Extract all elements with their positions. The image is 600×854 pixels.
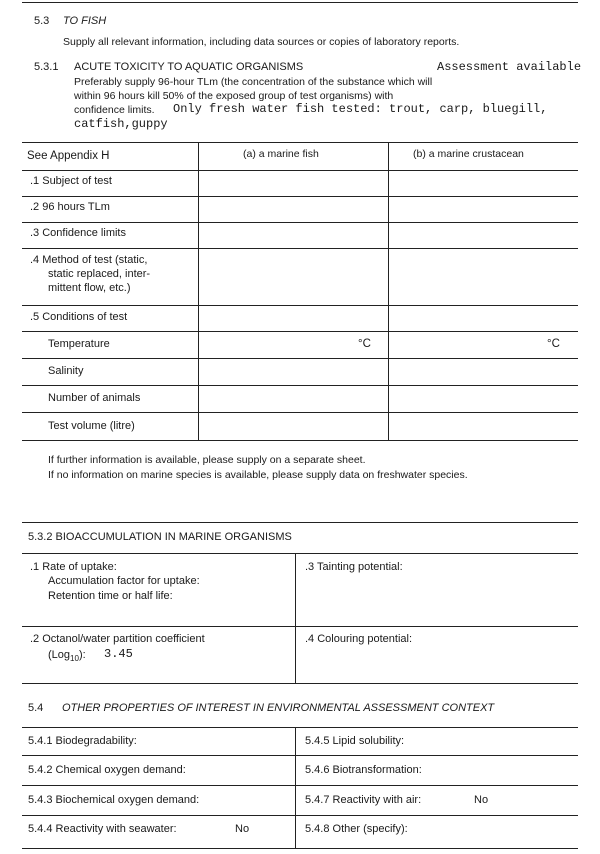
- row-subject-of-test: .1 Subject of test: [30, 175, 112, 187]
- accumulation-factor: Accumulation factor for uptake:: [48, 575, 200, 587]
- section-5-3-1-line-1: Preferably supply 96-hour TLm (the concentration of the substance which will: [74, 76, 433, 88]
- section-5-3-1-line-2: within 96 hours kill 50% of the exposed group of test organisms) with: [74, 90, 394, 102]
- table-header-marine-crustacean: (b) a marine crustacean: [413, 148, 524, 160]
- table-header-see-appendix: See Appendix H: [27, 150, 110, 162]
- section-5-3-title: TO FISH: [63, 15, 107, 27]
- note-freshwater-species: If no information on marine species is available, please supply data on freshwater species.: [48, 469, 468, 481]
- partition-coefficient-value: 3.45: [104, 647, 133, 661]
- section-5-3-2-title: 5.3.2 BIOACCUMULATION IN MARINE ORGANISMS: [28, 531, 292, 543]
- reactivity-with-air-value: No: [474, 794, 489, 806]
- row-conditions-of-test: .5 Conditions of test: [30, 311, 128, 323]
- section-5-4-number: 5.4: [28, 702, 44, 714]
- item-biotransformation: 5.4.6 Biotransformation:: [305, 764, 422, 776]
- section-5-3-1-line-3: confidence limits.: [74, 104, 155, 116]
- rule-before-5-3-2: [22, 522, 578, 523]
- row-number-of-animals: Number of animals: [48, 392, 141, 404]
- section-5-3-1-title: ACUTE TOXICITY TO AQUATIC ORGANISMS: [74, 61, 304, 73]
- item-biodegradability: 5.4.1 Biodegradability:: [28, 735, 137, 747]
- rate-of-uptake: .1 Rate of uptake:: [30, 561, 117, 573]
- row-method-of-test-1: .4 Method of test (static,: [30, 254, 148, 266]
- table-header-marine-fish: (a) a marine fish: [243, 148, 319, 160]
- section-5-3-1-number: 5.3.1: [34, 61, 59, 73]
- row-test-volume: Test volume (litre): [48, 420, 135, 432]
- row-method-of-test-2: static replaced, inter-: [48, 268, 151, 280]
- section-5-4-title: OTHER PROPERTIES OF INTEREST IN ENVIRONMENTAL ASSESSMENT CONTEXT: [62, 702, 495, 714]
- typed-assessment-note: Assessment available: [437, 60, 582, 74]
- item-reactivity-with-air: 5.4.7 Reactivity with air:: [305, 794, 422, 806]
- row-confidence-limits: .3 Confidence limits: [30, 227, 126, 239]
- log10-label: (Log$_{10}$):: [48, 649, 86, 664]
- temperature-unit-fish: °C: [358, 338, 371, 350]
- row-salinity: Salinity: [48, 365, 84, 377]
- row-method-of-test-3: mittent flow, etc.): [48, 282, 131, 294]
- item-lipid-solubility: 5.4.5 Lipid solubility:: [305, 735, 405, 747]
- note-further-information: If further information is available, please supply on a separate sheet.: [48, 454, 366, 466]
- item-other-specify: 5.4.8 Other (specify):: [305, 823, 408, 835]
- section-5-3-number: 5.3: [34, 15, 50, 27]
- item-biochemical-oxygen-demand: 5.4.3 Biochemical oxygen demand:: [28, 794, 200, 806]
- octanol-water-coefficient: .2 Octanol/water partition coefficient: [30, 633, 205, 645]
- retention-time: Retention time or half life:: [48, 590, 173, 602]
- colouring-potential: .4 Colouring potential:: [305, 633, 413, 645]
- typed-fish-note: Only fresh water fish tested: trout, carp, bluegill,: [173, 102, 548, 116]
- top-rule: [22, 2, 578, 3]
- section-5-3-description: Supply all relevant information, including data sources or copies of laboratory reports.: [63, 36, 460, 48]
- typed-fish-note-continued: catfish,guppy: [74, 117, 168, 131]
- item-reactivity-with-seawater: 5.4.4 Reactivity with seawater:: [28, 823, 177, 835]
- row-96-hours-tlm: .2 96 hours TLm: [30, 201, 110, 213]
- tainting-potential: .3 Tainting potential:: [305, 561, 403, 573]
- row-temperature: Temperature: [48, 338, 110, 350]
- temperature-unit-crustacean: °C: [547, 338, 560, 350]
- reactivity-with-seawater-value: No: [235, 823, 250, 835]
- item-chemical-oxygen-demand: 5.4.2 Chemical oxygen demand:: [28, 764, 186, 776]
